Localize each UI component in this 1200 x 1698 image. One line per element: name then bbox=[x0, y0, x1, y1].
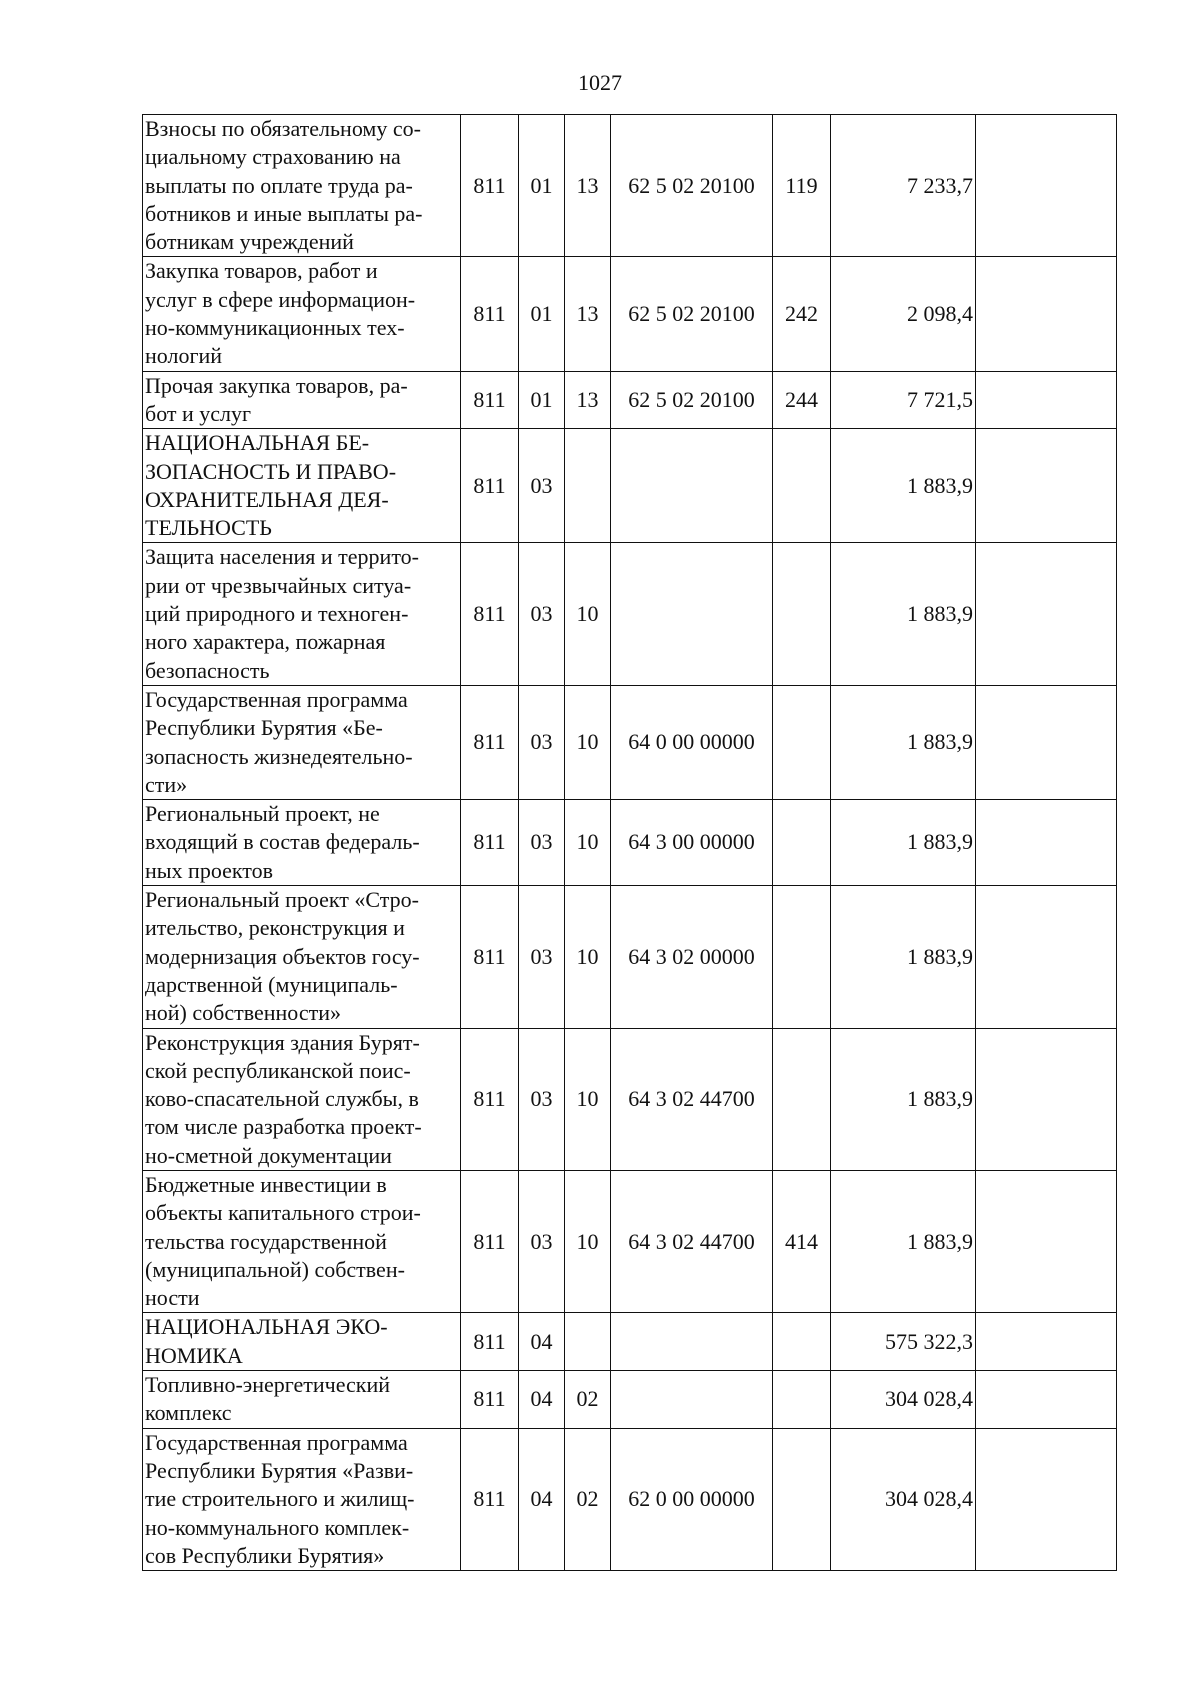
ministry-code-cell: 811 bbox=[461, 543, 519, 685]
target-article-cell bbox=[611, 1371, 773, 1429]
extra-cell bbox=[976, 1371, 1117, 1429]
item-name-line: выплаты по оплате труда ра- bbox=[145, 172, 413, 198]
ministry-code-cell: 811 bbox=[461, 371, 519, 429]
item-name-line: но-коммуникационных тех- bbox=[145, 315, 405, 341]
section-code-cell: 03 bbox=[519, 1028, 565, 1170]
table-row bbox=[143, 429, 1117, 543]
expense-type-cell bbox=[773, 685, 831, 799]
table-row bbox=[143, 800, 1117, 886]
section-code-cell: 03 bbox=[519, 800, 565, 886]
subsection-code-cell: 10 bbox=[565, 1028, 611, 1170]
expense-type-cell bbox=[773, 1028, 831, 1170]
item-name-cell bbox=[143, 115, 461, 257]
section-code-cell: 03 bbox=[519, 1170, 565, 1312]
target-article-cell: 62 5 02 20100 bbox=[611, 115, 773, 257]
amount-cell: 1 883,9 bbox=[831, 886, 976, 1028]
table-row bbox=[143, 886, 1117, 1028]
ministry-code-cell: 811 bbox=[461, 685, 519, 799]
target-article-cell: 64 3 00 00000 bbox=[611, 800, 773, 886]
item-name-line: сти» bbox=[145, 771, 188, 797]
amount-cell: 1 883,9 bbox=[831, 1170, 976, 1312]
subsection-code-cell: 10 bbox=[565, 1170, 611, 1312]
expense-type-cell bbox=[773, 1371, 831, 1429]
table-row bbox=[143, 1428, 1117, 1570]
extra-cell bbox=[976, 1428, 1117, 1570]
table-row bbox=[143, 1313, 1117, 1371]
extra-cell bbox=[976, 685, 1117, 799]
item-name-line: входящий в состав федераль- bbox=[145, 829, 420, 855]
extra-cell bbox=[976, 257, 1117, 371]
subsection-code-cell: 13 bbox=[565, 115, 611, 257]
target-article-cell: 62 0 00 00000 bbox=[611, 1428, 773, 1570]
target-article-cell: 64 0 00 00000 bbox=[611, 685, 773, 799]
item-name-line: Защита населения и террито- bbox=[145, 544, 419, 570]
item-name-line: Реконструкция здания Бурят- bbox=[145, 1029, 420, 1055]
item-name-cell bbox=[143, 371, 461, 429]
item-name-cell bbox=[143, 1170, 461, 1312]
item-name-line: ботников и иные выплаты ра- bbox=[145, 200, 423, 226]
item-name-cell bbox=[143, 1428, 461, 1570]
amount-cell: 1 883,9 bbox=[831, 543, 976, 685]
item-name-line: Государственная программа bbox=[145, 1429, 408, 1455]
page-number: 1027 bbox=[578, 70, 622, 95]
extra-cell bbox=[976, 115, 1117, 257]
item-name-line: но-коммунального комплек- bbox=[145, 1514, 410, 1540]
item-name-cell bbox=[143, 800, 461, 886]
table-row bbox=[143, 115, 1117, 257]
section-code-cell: 04 bbox=[519, 1313, 565, 1371]
item-name-line: тельства государственной bbox=[145, 1228, 387, 1254]
subsection-code-cell: 10 bbox=[565, 685, 611, 799]
item-name-cell bbox=[143, 1028, 461, 1170]
item-name-cell bbox=[143, 543, 461, 685]
item-name-line: ТЕЛЬНОСТЬ bbox=[145, 515, 272, 541]
subsection-code-cell bbox=[565, 1313, 611, 1371]
expense-type-cell bbox=[773, 886, 831, 1028]
extra-cell bbox=[976, 429, 1117, 543]
section-code-cell: 03 bbox=[519, 685, 565, 799]
subsection-code-cell: 13 bbox=[565, 371, 611, 429]
item-name-line: комплекс bbox=[145, 1400, 232, 1426]
item-name-line: безопасность bbox=[145, 657, 270, 683]
item-name-cell bbox=[143, 1313, 461, 1371]
expense-type-cell bbox=[773, 1313, 831, 1371]
section-code-cell: 01 bbox=[519, 115, 565, 257]
subsection-code-cell: 13 bbox=[565, 257, 611, 371]
expense-type-cell bbox=[773, 543, 831, 685]
item-name-line: НАЦИОНАЛЬНАЯ ЭКО- bbox=[145, 1314, 388, 1340]
subsection-code-cell: 10 bbox=[565, 800, 611, 886]
item-name-line: Республики Бурятия «Разви- bbox=[145, 1457, 414, 1483]
item-name-line: ительство, реконструкция и bbox=[145, 915, 405, 941]
amount-cell: 1 883,9 bbox=[831, 685, 976, 799]
item-name-line: Государственная программа bbox=[145, 686, 408, 712]
subsection-code-cell: 02 bbox=[565, 1371, 611, 1429]
item-name-cell bbox=[143, 429, 461, 543]
table-body bbox=[143, 115, 1117, 1571]
item-name-line: Взносы по обязательному со- bbox=[145, 116, 421, 141]
table-row bbox=[143, 257, 1117, 371]
extra-cell bbox=[976, 1170, 1117, 1312]
item-name-line: циальному страхованию на bbox=[145, 144, 401, 170]
ministry-code-cell: 811 bbox=[461, 429, 519, 543]
item-name-line: Региональный проект «Стро- bbox=[145, 887, 419, 913]
item-name-line: рии от чрезвычайных ситуа- bbox=[145, 572, 412, 598]
ministry-code-cell: 811 bbox=[461, 800, 519, 886]
table-row bbox=[143, 371, 1117, 429]
item-name-line: Прочая закупка товаров, ра- bbox=[145, 372, 408, 398]
subsection-code-cell: 02 bbox=[565, 1428, 611, 1570]
expense-type-cell bbox=[773, 800, 831, 886]
item-name-line: ково-спасательной службы, в bbox=[145, 1086, 419, 1112]
item-name-cell bbox=[143, 1371, 461, 1429]
ministry-code-cell: 811 bbox=[461, 115, 519, 257]
ministry-code-cell: 811 bbox=[461, 1028, 519, 1170]
target-article-cell bbox=[611, 429, 773, 543]
expense-type-cell: 414 bbox=[773, 1170, 831, 1312]
expense-type-cell bbox=[773, 1428, 831, 1570]
amount-cell: 575 322,3 bbox=[831, 1313, 976, 1371]
item-name-line: объекты капитального строи- bbox=[145, 1200, 421, 1226]
ministry-code-cell: 811 bbox=[461, 1170, 519, 1312]
subsection-code-cell bbox=[565, 429, 611, 543]
ministry-code-cell: 811 bbox=[461, 886, 519, 1028]
ministry-code-cell: 811 bbox=[461, 1371, 519, 1429]
item-name-line: НАЦИОНАЛЬНАЯ БЕ- bbox=[145, 430, 370, 456]
item-name-line: том числе разработка проект- bbox=[145, 1114, 422, 1140]
item-name-line: ской республиканской поис- bbox=[145, 1057, 411, 1083]
target-article-cell: 64 3 02 44700 bbox=[611, 1028, 773, 1170]
item-name-line: (муниципальной) собствен- bbox=[145, 1256, 405, 1282]
item-name-line: нологий bbox=[145, 343, 223, 369]
item-name-line: модернизация объектов госу- bbox=[145, 943, 420, 969]
item-name-line: зопасность жизнедеятельно- bbox=[145, 743, 413, 769]
ministry-code-cell: 811 bbox=[461, 1313, 519, 1371]
section-code-cell: 03 bbox=[519, 543, 565, 685]
item-name-line: ботникам учреждений bbox=[145, 229, 354, 255]
table-row bbox=[143, 1028, 1117, 1170]
expense-type-cell: 244 bbox=[773, 371, 831, 429]
item-name-line: Республики Бурятия «Бе- bbox=[145, 715, 383, 741]
amount-cell: 2 098,4 bbox=[831, 257, 976, 371]
item-name-line: бот и услуг bbox=[145, 400, 252, 426]
item-name-line: Бюджетные инвестиции в bbox=[145, 1171, 387, 1197]
amount-cell: 304 028,4 bbox=[831, 1371, 976, 1429]
table-row bbox=[143, 1170, 1117, 1312]
section-code-cell: 04 bbox=[519, 1428, 565, 1570]
section-code-cell: 03 bbox=[519, 886, 565, 1028]
ministry-code-cell: 811 bbox=[461, 1428, 519, 1570]
target-article-cell bbox=[611, 1313, 773, 1371]
item-name-line: Закупка товаров, работ и bbox=[145, 258, 378, 284]
item-name-line: НОМИКА bbox=[145, 1342, 243, 1368]
table-row bbox=[143, 1371, 1117, 1429]
table-row bbox=[143, 685, 1117, 799]
item-name-line: дарственной (муниципаль- bbox=[145, 971, 398, 997]
subsection-code-cell: 10 bbox=[565, 886, 611, 1028]
target-article-cell: 64 3 02 44700 bbox=[611, 1170, 773, 1312]
budget-table bbox=[142, 114, 1117, 1571]
item-name-cell bbox=[143, 257, 461, 371]
subsection-code-cell: 10 bbox=[565, 543, 611, 685]
item-name-line: ного характера, пожарная bbox=[145, 629, 386, 655]
amount-cell: 7 721,5 bbox=[831, 371, 976, 429]
item-name-line: но-сметной документации bbox=[145, 1142, 392, 1168]
item-name-line: ОХРАНИТЕЛЬНАЯ ДЕЯ- bbox=[145, 486, 389, 512]
item-name-line: ности bbox=[145, 1285, 200, 1311]
item-name-line: сов Республики Бурятия» bbox=[145, 1542, 385, 1568]
item-name-cell bbox=[143, 685, 461, 799]
section-code-cell: 04 bbox=[519, 1371, 565, 1429]
amount-cell: 7 233,7 bbox=[831, 115, 976, 257]
item-name-line: ЗОПАСНОСТЬ И ПРАВО- bbox=[145, 458, 397, 484]
amount-cell: 1 883,9 bbox=[831, 429, 976, 543]
amount-cell: 1 883,9 bbox=[831, 800, 976, 886]
section-code-cell: 01 bbox=[519, 257, 565, 371]
amount-cell: 1 883,9 bbox=[831, 1028, 976, 1170]
extra-cell bbox=[976, 371, 1117, 429]
expense-type-cell: 119 bbox=[773, 115, 831, 257]
expense-type-cell bbox=[773, 429, 831, 543]
extra-cell bbox=[976, 1313, 1117, 1371]
item-name-line: ных проектов bbox=[145, 857, 273, 883]
item-name-line: ций природного и техноген- bbox=[145, 601, 409, 627]
extra-cell bbox=[976, 886, 1117, 1028]
amount-cell: 304 028,4 bbox=[831, 1428, 976, 1570]
item-name-line: ной) собственности» bbox=[145, 1000, 341, 1026]
item-name-line: Региональный проект, не bbox=[145, 801, 380, 827]
ministry-code-cell: 811 bbox=[461, 257, 519, 371]
extra-cell bbox=[976, 1028, 1117, 1170]
extra-cell bbox=[976, 543, 1117, 685]
item-name-line: Топливно-энергетический bbox=[145, 1372, 391, 1398]
item-name-cell bbox=[143, 886, 461, 1028]
section-code-cell: 03 bbox=[519, 429, 565, 543]
expense-type-cell: 242 bbox=[773, 257, 831, 371]
item-name-line: тие строительного и жилищ- bbox=[145, 1486, 415, 1512]
extra-cell bbox=[976, 800, 1117, 886]
section-code-cell: 01 bbox=[519, 371, 565, 429]
item-name-line: услуг в сфере информацион- bbox=[145, 286, 416, 312]
target-article-cell: 62 5 02 20100 bbox=[611, 371, 773, 429]
target-article-cell: 62 5 02 20100 bbox=[611, 257, 773, 371]
target-article-cell: 64 3 02 00000 bbox=[611, 886, 773, 1028]
table-row bbox=[143, 543, 1117, 685]
target-article-cell bbox=[611, 543, 773, 685]
